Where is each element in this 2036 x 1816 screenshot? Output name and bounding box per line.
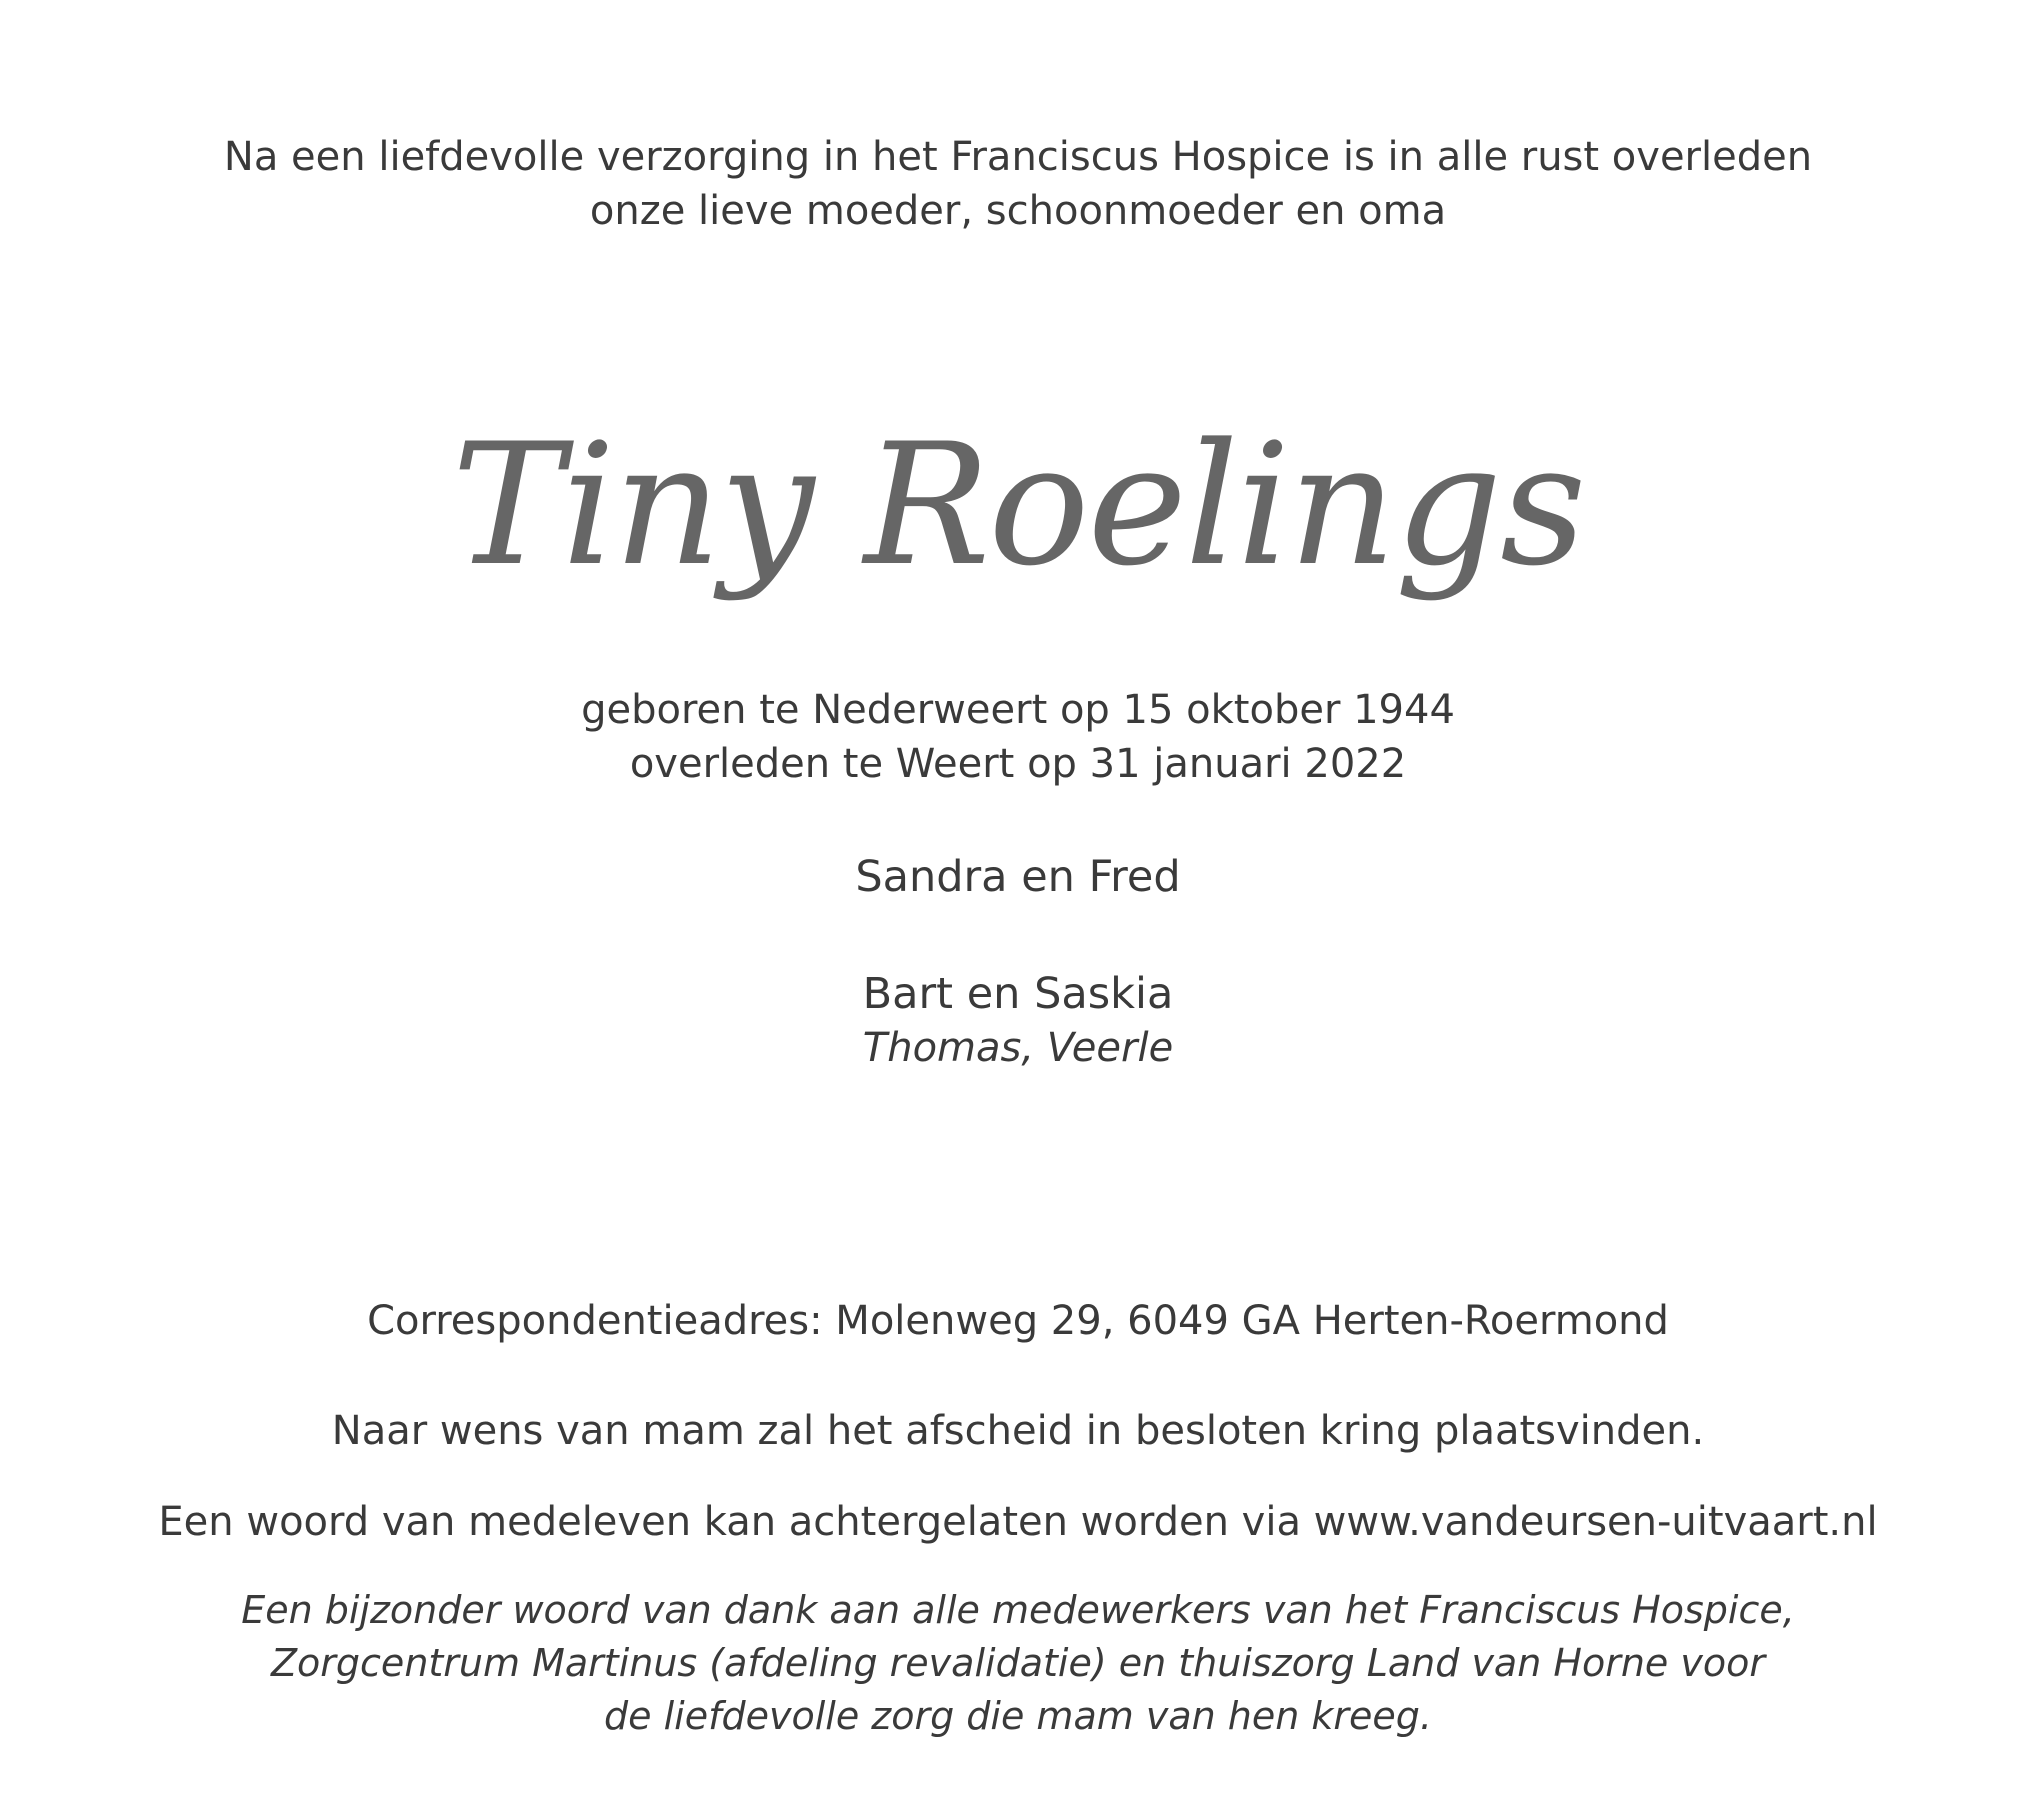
grandchildren: Thomas, Veerle (862, 1025, 1174, 1071)
family-group-2: Bart en Saskia (862, 969, 1174, 1019)
birth-line: geboren te Nederweert op 15 oktober 1944 (581, 687, 1455, 733)
thanks-line-1: Een bijzonder woord van dank aan alle medewerkers van het Franciscus Hospice, (241, 1588, 1795, 1632)
family-group-1: Sandra en Fred (855, 852, 1181, 902)
intro-line-2: onze lieve moeder, schoonmoeder en oma (589, 188, 1447, 234)
condolence-notice: Een woord van medeleven kan achtergelaten worden via www.vandeursen-uitvaart.nl (158, 1499, 1878, 1545)
farewell-notice: Naar wens van mam zal het afscheid in besloten kring plaatsvinden. (331, 1408, 1705, 1454)
intro-line-1: Na een liefdevolle verzorging in het Franciscus Hospice is in alle rust overleden (223, 134, 1813, 180)
correspondence-address: Correspondentieadres: Molenweg 29, 6049 GA Herten-Roermond (367, 1298, 1669, 1344)
thanks-line-2: Zorgcentrum Martinus (afdeling revalidatie) en thuiszorg Land van Horne voor (271, 1641, 1765, 1685)
thanks-line-3: de liefdevolle zorg die mam van hen kreeg. (604, 1694, 1432, 1738)
death-line: overleden te Weert op 31 januari 2022 (629, 741, 1407, 787)
deceased-name: Tiny Roelings (451, 407, 1585, 603)
